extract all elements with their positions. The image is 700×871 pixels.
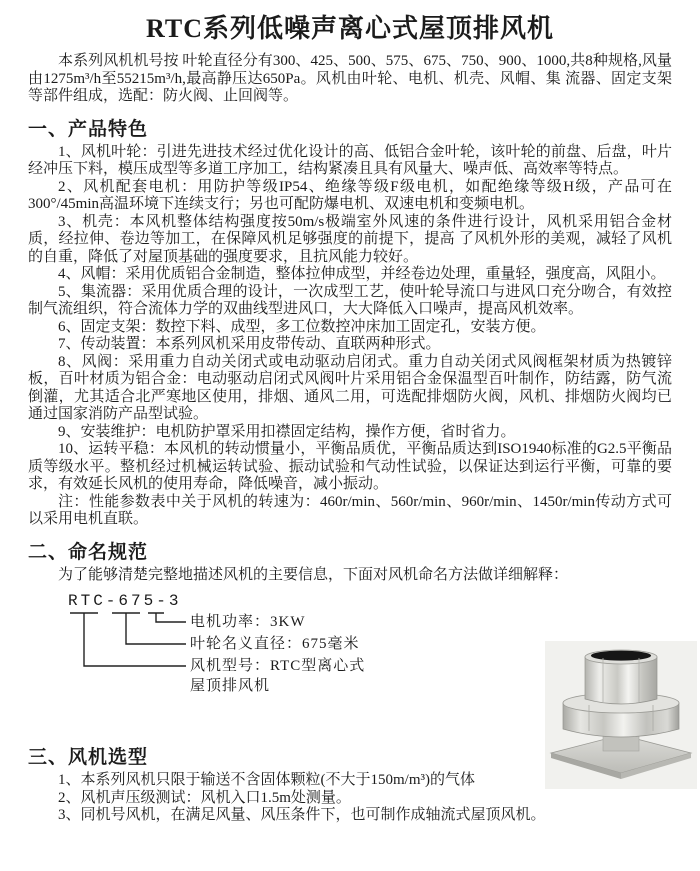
selection-item: 1、本系列风机只限于输送不含固体颗粒(不大于150m/m³)的气体 bbox=[58, 772, 475, 788]
feature-item: 4、风帽：采用优质铝合金制造，整体拉伸成型，并经卷边处理，重量轻，强度高，风阻小。 bbox=[58, 266, 666, 282]
feature-item: 3、机壳：本风机整体结构强度按50m/s极端室外风速的条件进行设计，风机采用铝合金材质，经拉伸、卷边等加工，在保障风机足够强度的前提下，提高 了风机外形的美观，减轻了风机的自重，降低了对屋顶基础的强度要求，且抗风能力较好。 bbox=[28, 213, 672, 265]
model-code: RTC-675-3 bbox=[68, 592, 182, 610]
intro-paragraph: 本系列风机机号按 叶轮直径分有300、425、500、575、675、750、900、1000,共8种规格,风量由1275m³/h至55215m³/h,最高静压达650Pa。风机由叶轮、电机、机壳、风帽、集 流器、固定支架等部件组成，选配：防火阀、止回阀等。 bbox=[28, 53, 672, 104]
feature-item: 6、固定支架：数控下料、成型，多工位数控冲床加工固定孔，安装方便。 bbox=[58, 318, 546, 335]
feature-item: 5、集流器：采用优质合理的设计，一次成型工艺，使叶轮导流口与进风口充分吻合，有效控制气流组织，符合流体力学的双曲线型进风口，大大降低入口噪声，提高风机效率。 bbox=[28, 283, 672, 317]
feature-item: 7、传动装置：本系列风机采用皮带传动、直联两种形式。 bbox=[58, 336, 441, 352]
feature-item: 10、运转平稳：本风机的转动惯量小，平衡品质优，平衡品质达到ISO1940标准的G2.5平衡品质等级水平。整机经过机械运转试验、振动试验和气动性试验，以保证达到运行平衡，可靠的要求，有效延长风机的使用寿命，降低噪音，减小振动。 bbox=[28, 441, 672, 492]
section-heading-naming: 二、命名规范 bbox=[28, 541, 149, 563]
naming-label-motor-power: 电机功率：3KW bbox=[190, 614, 306, 630]
naming-intro: 为了能够清楚完整地描述风机的主要信息，下面对风机命名方法做详细解释： bbox=[58, 566, 569, 583]
naming-label-fan-model: 风机型号：RTC型离心式 bbox=[190, 658, 366, 674]
feature-item: 8、风阀：采用重力自动关闭式或电动驱动启闭式。重力自动关闭式风阀框架材质为热镀锌板，百叶材质为铝合金：电动驱动启闭式风阀叶片采用铝合金保温型百叶制作，防结露，防气流倒灌，尤其适合北严寒地区使用，排烟、通风二用，可选配排烟防火阀，风机、排烟防火阀均已通过国家消防产品型试验。 bbox=[28, 353, 672, 422]
selection-item: 3、同机号风机，在满足风量、风压条件下，也可制作成轴流式屋顶风机。 bbox=[58, 807, 546, 823]
features-note: 注：性能参数表中关于风机的转速为：460r/min、560r/min、960r/min、1450r/min传动方式可以采用电机直联。 bbox=[28, 493, 672, 527]
naming-label-impeller-diameter: 叶轮名义直径：675毫米 bbox=[190, 636, 360, 652]
roof-fan-product-photo bbox=[545, 641, 697, 789]
feature-item: 1、风机叶轮：引进先进技术经过优化设计的高、低铝合金叶轮，该叶轮的前盘、后盘，叶片经冲压下料，模压成型等多道工序加工，结构紧凑且具有风量大、噪声低、高效率等特点。 bbox=[28, 143, 672, 177]
section-heading-features: 一、产品特色 bbox=[28, 118, 149, 140]
naming-label-fan-model-line2: 屋顶排风机 bbox=[190, 678, 271, 694]
selection-item: 2、风机声压级测试：风机入口1.5m处测量。 bbox=[58, 789, 351, 806]
feature-item: 2、风机配套电机：用防护等级IP54、绝缘等级F级电机，如配绝缘等级H级，产品可在300°/45min高温环境下连续支行；另也可配防爆电机、双速电机和变频电机。 bbox=[28, 178, 672, 212]
feature-item: 9、安装维护：电机防护罩采用扣襟固定结构，操作方便，省时省力。 bbox=[58, 423, 516, 440]
section-heading-selection: 三、风机选型 bbox=[28, 747, 149, 768]
page-title: RTC系列低噪声离心式屋顶排风机 bbox=[146, 14, 554, 43]
